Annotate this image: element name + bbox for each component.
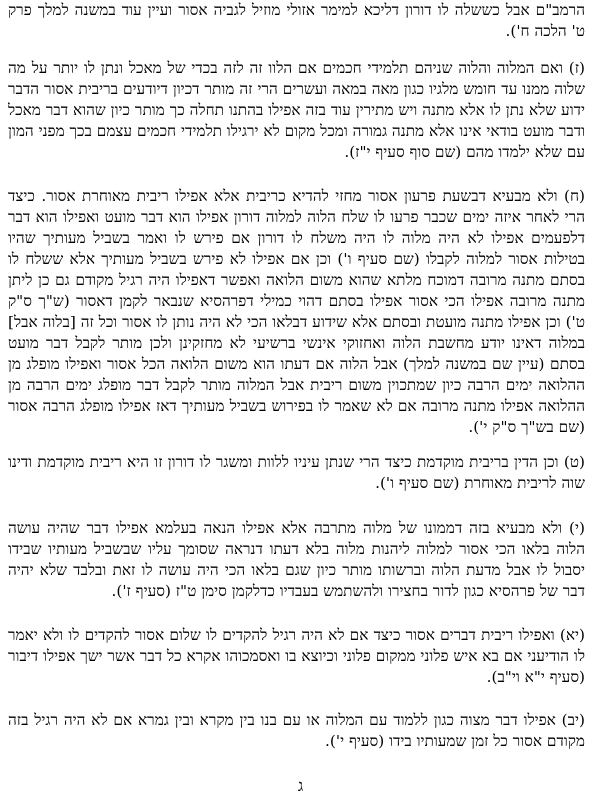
paragraph-ya: (יא) ואפילו ריבית דברים אסור כיצד אם לא היה רגיל להקדים לו שלום אסור להקדים לו ולא יאמר לו הודיעני אם בא איש פלוני ממקום פלוני וכיוצא בו ואסמכוהו אקרא כל דבר אשר ישך אפילו דיבור (סעיף י"א וי"ב). [8,626,585,686]
paragraph-y: (י) ולא מבעיא בזה דממונו של מלוה מתרבה אלא אפילו הנאה בעלמא אפילו דבר שהיה עושה הלוה בלאו הכי אסור למלוה ליהנות מלוה בלא דעתו דנראה שסומך עליו שבשביל מעותיו שבידו יסבול לו אבל מדעת הלוה וברשותו מותר כיון שגם בלאו הכי היה עושה לו זאת ובלבד שלא יהיה דבר של פרהסיא כגון לדור בחצירו ולהשתמש בעבדיו כדלקמן סימן ט"ז (סעיף ז'). [8,519,585,600]
paragraph-z: (ז) ואם המלוה והלוה שניהם תלמידי חכמים אם הלוו זה לזה בכדי של מאכל ונתן לו יותר על מה שלוה ממנו עד חומש מלגיו כגון מאה במאה ועשרים הרי זה מותר דכיון דיודעים בריבית אסור הדבר ידוע שלא נתן לו אלא מתנה ויש מתירין עוד בזה אפילו בהתנו תחלה כך מותר כיון שהוא דבר מאכל ודבר מועט בודאי אינו אלא מתנה גמורה ומכל מקום לא ירגילו תלמידי חכמים עצמם בכך מפני המון עם שלא ילמדו מהם (שם סוף סעיף י"ז). [8,59,585,161]
paragraph-t: (ט) וכן הדין בריבית מוקדמת כיצד הרי שנתן עיניו ללוות ומשגר לו דורון זו היא ריבית מוקדמת ודינו שוה לריבית מאוחרת (שם סעיף ו'). [8,453,585,492]
page-number: ג [297,776,304,795]
paragraph-h: (ח) ולא מבעיא דבשעת פרעון אסור מחזי להדיא כריבית אלא אפילו ריבית מאוחרת אסור. כיצד הרי לאחר איזה ימים שכבר פרעו לו שלח הלוה למלוה דורון אפילו הוא דבר מועט ואפילו הוא דבר דלפעמים אפילו לא היה מלוה לו היה משלח לו דורון אם פירש לו ואמר בשביל מעותיך שהיו בטילות אסור למלוה לקבלו (שם סעיף ו') וכן אם אפילו לא פירש בשביל מעותיך אלא ששלח לו בסתם מתנה מרובה דמוכח מלתא שהוא משום הלואה ואפשר דאפילו היה רגיל מקודם גם כן ליתן מתנה מרובה אפילו הכי אסור אפילו בסתם דהוי כמילי דפרהסיא שנבאר לקמן דאסור (ש"ך ס"ק ט') וכן אפילו מתנה מועטת ובסתם אלא שידוע דבלאו הכי לא היה נותן לו אסור וכל זה [בלוה אבל] במלוה דאינו יודע מחשבת הלוה ואחזוקי אינשי ברשיעי לא מחזקינן ולכן מותר לקבל דבר מועט בסתם (עיין שם במשנה למלך) אבל הלוה אם דעתו הוא משום הלואה הכל אסור ואפילו מופלג מן ההלואה ימים הרבה כיון שמתכוין משום ריבית אבל המלוה מותר לקבל דבר מופלג ימים הרבה מן ההלואה אפילו מתנה מרובה אם לא שאמר לו בפירוש בשביל מעותיך דאז אפילו מופלג הרבה אסור (שם בש"ך ס"ק י'). [8,187,585,436]
paragraph-yb: (יב) אפילו דבר מצוה כגון ללמוד עם המלוה או עם בנו בין מקרא ובין גמרא אם לא היה רגיל בזה מקודם אסור כל זמן שמעותיו בידו (סעיף י'). [8,711,585,750]
paragraph-intro: הרמב"ם אבל כששלה לו דורון דליכא למימר אזולי מוזיל לגביה אסור ועיין עוד במשנה למלך פרק ט' הלכה ח'). [8,1,585,40]
